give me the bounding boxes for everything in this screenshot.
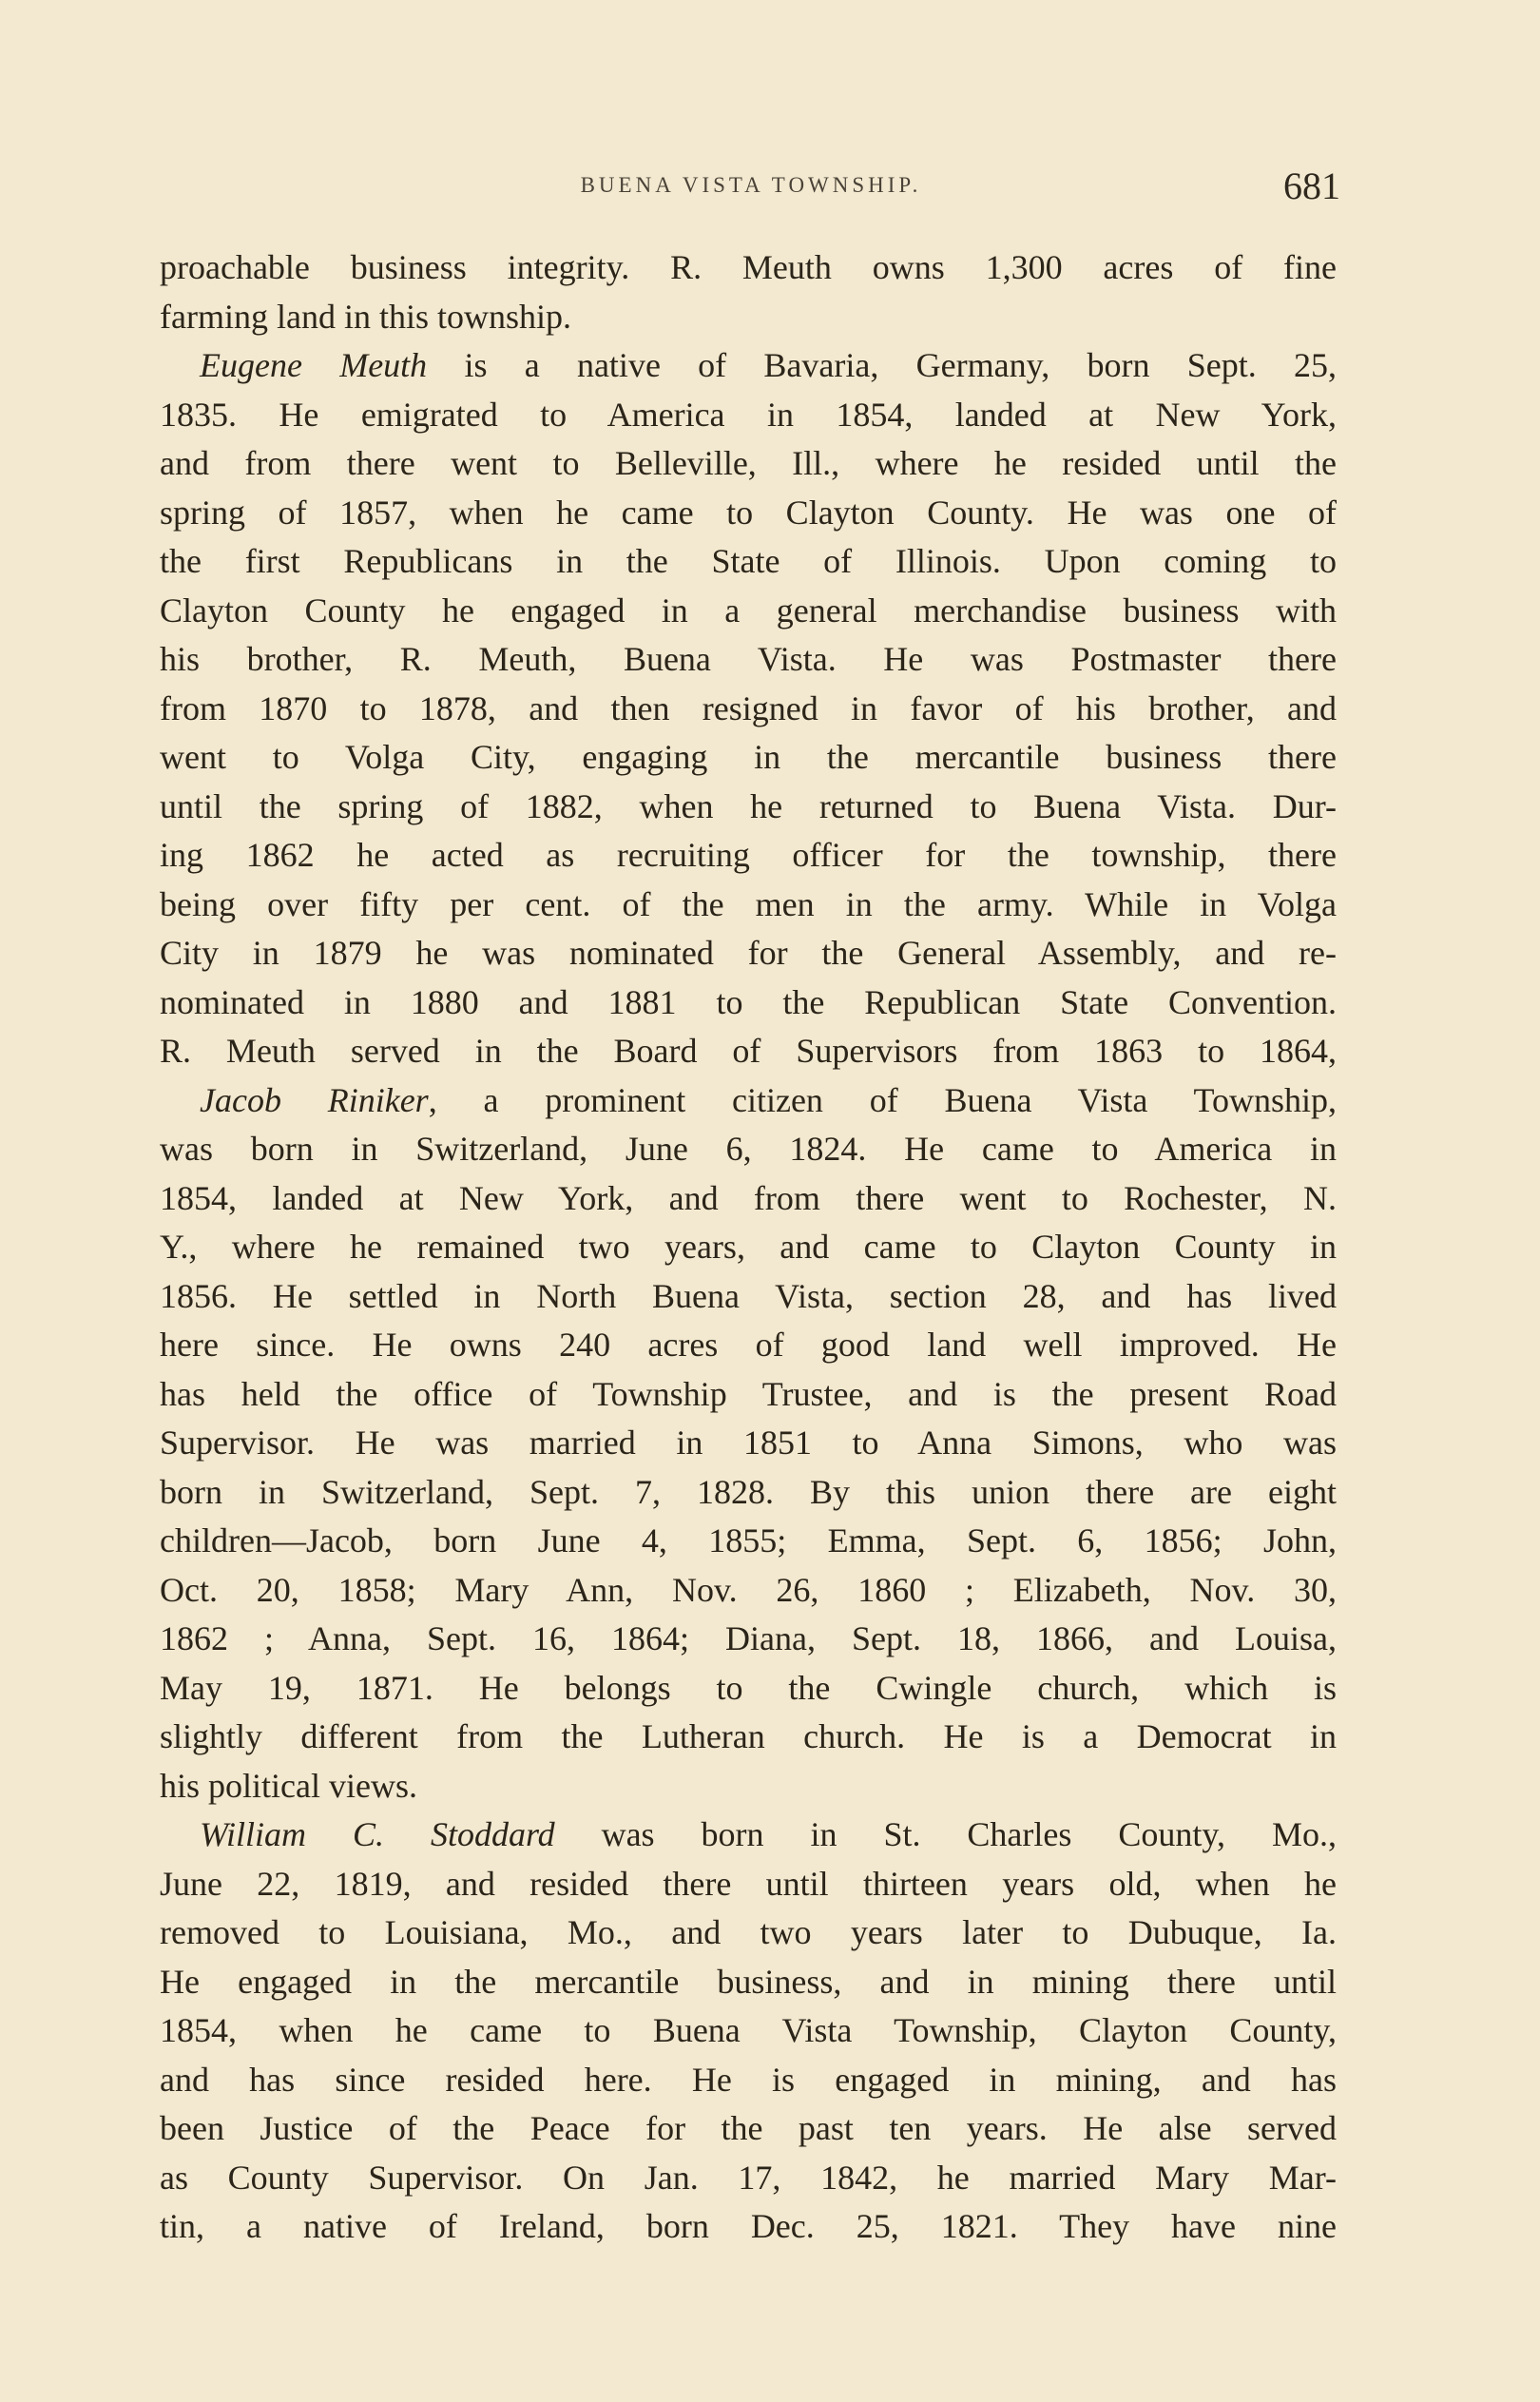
- text-line: [160, 1027, 1337, 1076]
- text-line: [160, 1908, 1337, 1958]
- line-text: ing 1862 he acted as recruiting officer for the township, there: [160, 836, 1337, 874]
- line-text: 1854, when he came to Buena Vista Township, Clayton County,: [160, 2011, 1337, 2049]
- text-line: [160, 341, 1337, 391]
- body-text: [160, 243, 1337, 2252]
- text-line: [160, 1223, 1337, 1272]
- line-text: children—Jacob, born June 4, 1855; Emma, Sept. 6, 1856; John,: [160, 1521, 1337, 1559]
- text-line: [160, 783, 1337, 832]
- line-text: has held the office of Township Trustee, and is the present Road: [160, 1374, 1337, 1413]
- text-line: [160, 1174, 1337, 1224]
- line-text: Supervisor. He was married in 1851 to Anna Simons, who was: [160, 1424, 1337, 1462]
- text-line: [160, 489, 1337, 538]
- line-text: as County Supervisor. On Jan. 17, 1842, he married Mary Mar-: [160, 2158, 1337, 2197]
- line-text: slightly different from the Lutheran church. He is a Democrat in: [160, 1717, 1337, 1755]
- text-line: [160, 587, 1337, 636]
- line-text: was born in Switzerland, June 6, 1824. He came to America in: [160, 1130, 1337, 1168]
- text-line: [160, 1762, 1337, 1811]
- text-line: [160, 978, 1337, 1028]
- line-text: until the spring of 1882, when he returned to Buena Vista. Dur-: [160, 786, 1337, 825]
- line-text: Oct. 20, 1858; Mary Ann, Nov. 26, 1860 ; Elizabeth, Nov. 30,: [160, 1570, 1337, 1609]
- text-line: [160, 391, 1337, 440]
- line-text: tin, a native of Ireland, born Dec. 25, 1821. They have nine: [160, 2207, 1337, 2245]
- line-text: proachable business integrity. R. Meuth owns 1,300 acres of fine: [160, 248, 1337, 286]
- line-text: spring of 1857, when he came to Clayton County. He was one of: [160, 493, 1337, 532]
- text-line: [160, 1076, 1337, 1126]
- line-text: is a native of Bavaria, Germany, born Sept. 25,: [427, 346, 1337, 384]
- text-line: [160, 2154, 1337, 2203]
- text-line: [160, 881, 1337, 930]
- person-name: William C. Stoddard: [200, 1815, 555, 1853]
- text-line: [160, 1370, 1337, 1420]
- line-text: here since. He owns 240 acres of good land well improved. He: [160, 1326, 1337, 1364]
- text-line: [160, 831, 1337, 881]
- line-text: City in 1879 he was nominated for the General Assembly, and re-: [160, 934, 1337, 972]
- line-text: He engaged in the mercantile business, and in mining there until: [160, 1962, 1337, 2001]
- text-line: [160, 537, 1337, 587]
- text-line: [160, 929, 1337, 978]
- line-text: went to Volga City, engaging in the mercantile business there: [160, 738, 1337, 776]
- text-line: [160, 1419, 1337, 1468]
- text-line: [160, 1811, 1337, 1860]
- line-text: being over fifty per cent. of the men in the army. While in Volga: [160, 884, 1337, 923]
- text-line: [160, 1125, 1337, 1174]
- line-text: 1862 ; Anna, Sept. 16, 1864; Diana, Sept. 18, 1866, and Louisa,: [160, 1619, 1337, 1657]
- text-line: [160, 1321, 1337, 1370]
- text-line: [160, 1272, 1337, 1322]
- page-number: 681: [1283, 165, 1340, 207]
- person-name: Eugene Meuth: [200, 346, 428, 384]
- text-line: [160, 439, 1337, 489]
- running-title: BUENA VISTA TOWNSHIP.: [580, 173, 922, 197]
- line-text: 1854, landed at New York, and from there went to Rochester, N.: [160, 1178, 1337, 1217]
- text-line: [160, 1664, 1337, 1714]
- text-line: [160, 1860, 1337, 1909]
- line-text: 1856. He settled in North Buena Vista, section 28, and has lived: [160, 1276, 1337, 1315]
- line-text: , a prominent citizen of Buena Vista Township,: [428, 1080, 1337, 1119]
- line-text: 1835. He emigrated to America in 1854, landed at New York,: [160, 395, 1337, 434]
- text-line: [160, 293, 1337, 342]
- line-text: his political views.: [160, 1766, 417, 1805]
- text-line: [160, 1468, 1337, 1518]
- text-line: [160, 635, 1337, 685]
- line-text: farming land in this township.: [160, 297, 571, 336]
- line-text: the first Republicans in the State of Illinois. Upon coming to: [160, 542, 1337, 580]
- text-line: [160, 1566, 1337, 1616]
- line-text: Y., where he remained two years, and came to Clayton County in: [160, 1228, 1337, 1266]
- line-text: R. Meuth served in the Board of Supervisors from 1863 to 1864,: [160, 1032, 1337, 1070]
- running-head: [162, 164, 1340, 211]
- line-text: and has since resided here. He is engaged in mining, and has: [160, 2060, 1337, 2099]
- text-line: [160, 2006, 1337, 2056]
- line-text: removed to Louisiana, Mo., and two years later to Dubuque, Ia.: [160, 1913, 1337, 1951]
- line-text: was born in St. Charles County, Mo.,: [554, 1815, 1337, 1853]
- person-name: Jacob Riniker: [200, 1080, 429, 1119]
- line-text: June 22, 1819, and resided there until thirteen years old, when he: [160, 1864, 1337, 1903]
- text-line: [160, 1517, 1337, 1566]
- line-text: his brother, R. Meuth, Buena Vista. He was Postmaster there: [160, 640, 1337, 678]
- text-line: [160, 685, 1337, 734]
- text-line: [160, 1615, 1337, 1664]
- text-line: [160, 1713, 1337, 1762]
- line-text: and from there went to Belleville, Ill., where he resided until the: [160, 444, 1337, 482]
- line-text: May 19, 1871. He belongs to the Cwingle church, which is: [160, 1668, 1337, 1707]
- line-text: been Justice of the Peace for the past ten years. He alse served: [160, 2109, 1337, 2147]
- line-text: nominated in 1880 and 1881 to the Republican State Convention.: [160, 982, 1337, 1021]
- line-text: Clayton County he engaged in a general merchandise business with: [160, 591, 1337, 630]
- text-line: [160, 2104, 1337, 2154]
- text-line: [160, 243, 1337, 293]
- text-line: [160, 2056, 1337, 2105]
- text-line: [160, 733, 1337, 783]
- text-line: [160, 2202, 1337, 2252]
- line-text: from 1870 to 1878, and then resigned in favor of his brother, and: [160, 688, 1337, 727]
- text-line: [160, 1958, 1337, 2007]
- line-text: born in Switzerland, Sept. 7, 1828. By this union there are eight: [160, 1472, 1337, 1511]
